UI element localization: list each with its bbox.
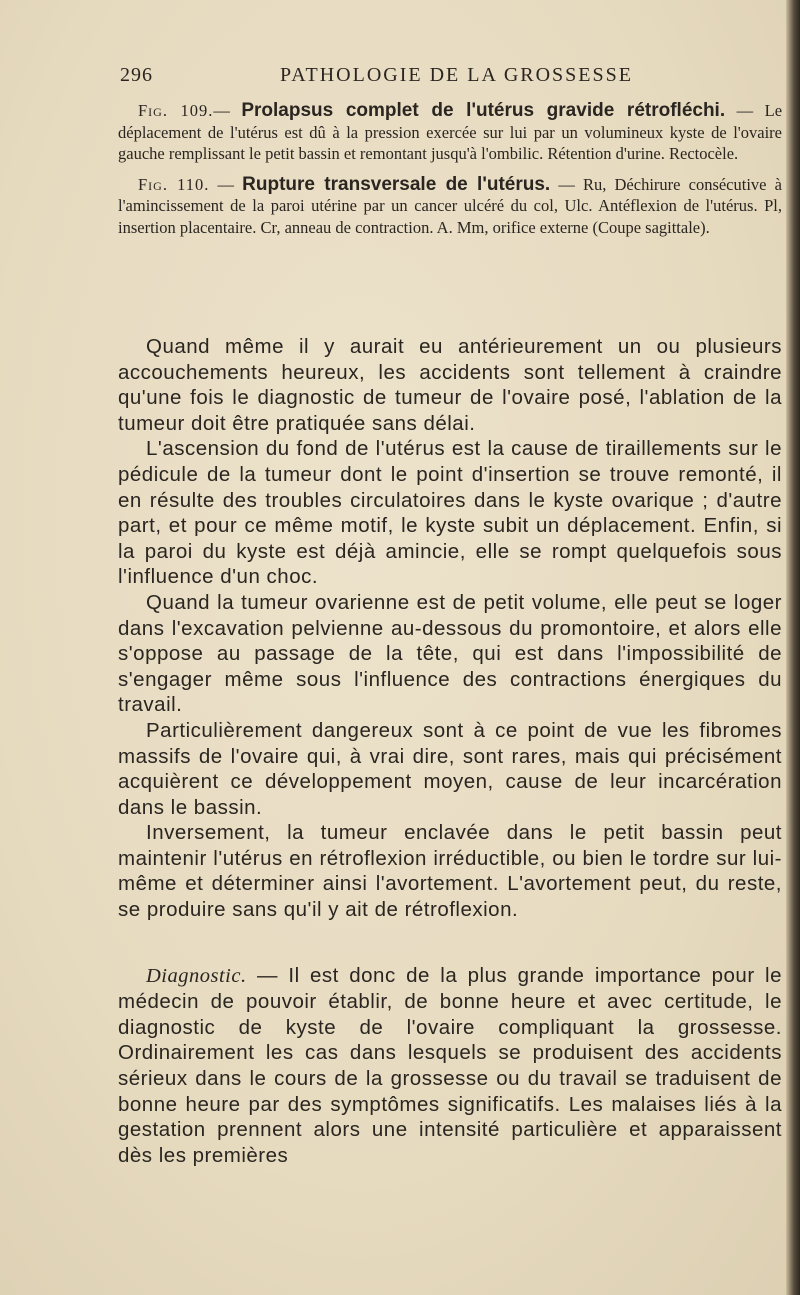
diagnostic-paragraph: [118, 963, 782, 1169]
diagnostic-text: — Il est donc de la plus grande importance pour le médecin de pouvoir établir, de bonne heure et avec certitude, le diagnostic de kyste de l'ovaire compliquant la grossesse. Ordinairement les cas dans lesquels se produisent des accidents sérieux dans le cours de la grossesse ou du travail se traduisent de bonne heure par des symptômes significatifs. Les malaises liés à la gestation prennent alors une intensité particulière et apparaissent dès les premières: [118, 963, 782, 1167]
page-number: 296: [120, 64, 153, 86]
body-text: [118, 334, 782, 1168]
paragraph: Inversement, la tumeur enclavée dans le petit bassin peut maintenir l'utérus en rétroflexion irréductible, ou bien le tordre sur lui-même et déterminer ainsi l'avortement. L'avortement peut, du reste, se produire sans qu'il y ait de rétroflexion.: [118, 821, 782, 922]
caption-title: Prolapsus complet de l'utérus gravide rétrofléchi.: [241, 100, 726, 121]
paragraph: Quand la tumeur ovarienne est de petit volume, elle peut se loger dans l'excavation pelvienne au-dessous du promontoire, et alors elle s'oppose au passage de la tête, qui est dans l'impossibilité de s'engager même sous l'influence des contractions énergiques du travail.: [118, 590, 782, 717]
book-spine-edge: [786, 0, 800, 1295]
paragraph: Particulièrement dangereux sont à ce point de vue les fibromes massifs de l'ovaire qui, à vrai dire, sont rares, mais qui précisément acquièrent ce développement moyen, cause de leur incarcération dans le bassin.: [118, 718, 782, 819]
page-header: [0, 64, 790, 90]
caption-text: — Le déplacement de l'utérus est dû à la pression exercée sur lui par un volumineux kyste de l'ovaire gauche remplissant le petit bassin et remontant jusqu'à l'ombilic. Rétention d'urine. Rectocèle.: [118, 101, 783, 163]
running-title: PATHOLOGIE DE LA GROSSESSE: [280, 64, 633, 86]
caption-fig-109: Fig. 109.— Prolapsus complet de l'utérus gravide rétrofléchi. — Le déplacement de l'utérus est dû à la pression exercée sur lui par un volumineux kyste de l'ovaire gauche remplissant le petit bassin et remontant jusqu'à l'ombilic. Rétention d'urine. Rectocèle.: [118, 100, 783, 163]
caption-text: — Ru, Déchirure consécutive à l'amincissement de la paroi utérine par un cancer ulcéré du col, Ulc. Antéflexion de l'utérus. Pl, insertion placentaire. Cr, anneau de contraction. A. Mm, orifice externe (Coupe sagittale).: [118, 174, 782, 237]
caption-title: Rupture transversale de l'utérus.: [242, 173, 551, 195]
caption-label: Fig. 110.: [138, 174, 210, 194]
caption-label: Fig. 109.: [138, 101, 214, 120]
diagnostic-label: Diagnostic.: [146, 964, 247, 987]
caption-fig-110: Fig. 110. — Rupture transversale de l'utérus. — Ru, Déchirure consécutive à l'amincissement de la paroi utérine par un cancer ulcéré du col, Ulc. Antéflexion de l'utérus. Pl, insertion placentaire. Cr, anneau de contraction. A. Mm, orifice externe (Coupe sagittale).: [118, 173, 782, 237]
figure-captions: [118, 100, 782, 247]
paragraph: Quand même il y aurait eu antérieurement un ou plusieurs accouchements heureux, les accidents sont tellement à craindre qu'une fois le diagnostic de tumeur de l'ovaire posé, l'ablation de la tumeur doit être pratiquée sans délai.: [118, 335, 782, 435]
paragraph: L'ascension du fond de l'utérus est la cause de tiraillements sur le pédicule de la tumeur dont le point d'insertion se trouve remonté, il en résulte des troubles circulatoires dans le kyste ovarique ; d'autre part, et pour ce même motif, le kyste subit un déplacement. Enfin, si la paroi du kyste est déjà amincie, elle se rompt quelquefois sous l'influence d'un choc.: [118, 437, 782, 589]
